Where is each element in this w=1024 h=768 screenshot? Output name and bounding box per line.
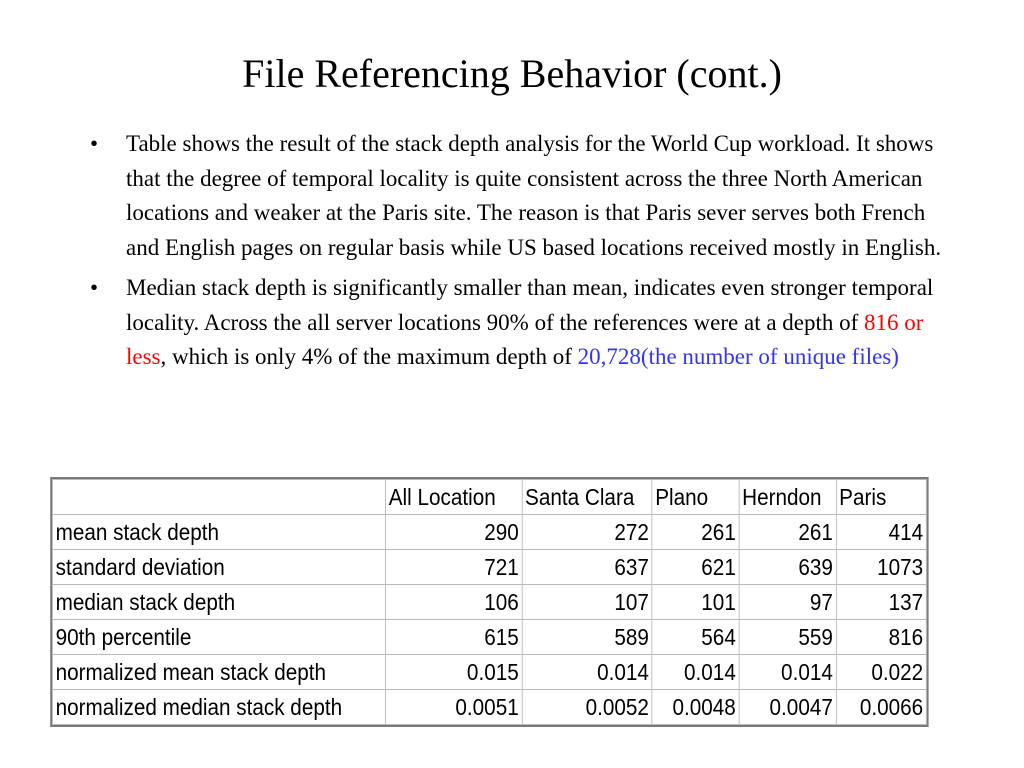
table-cell: 97	[739, 585, 836, 620]
stack-depth-table	[52, 479, 927, 725]
table-cell: 639	[739, 550, 836, 585]
table-cell: 272	[522, 515, 652, 550]
table-row	[52, 550, 926, 585]
bullet-marker: •	[89, 131, 99, 156]
table-cell: 0.014	[739, 655, 836, 690]
table-header-row	[52, 480, 926, 515]
row-label: median stack depth	[52, 585, 385, 620]
table-cell: 261	[652, 515, 739, 550]
row-label: 90th percentile	[52, 620, 385, 655]
table-cell: 621	[652, 550, 739, 585]
table-row	[52, 515, 926, 550]
table-cell: 637	[522, 550, 652, 585]
table-cell: 0.0051	[386, 690, 522, 725]
table-cell: 0.0047	[739, 690, 836, 725]
table-row	[52, 585, 926, 620]
bullet-item-2	[84, 271, 944, 375]
table-cell: 0.015	[386, 655, 522, 690]
slide-title: File Referencing Behavior (cont.)	[242, 51, 782, 96]
row-label: standard deviation	[52, 550, 385, 585]
table-cell: 721	[386, 550, 522, 585]
table-cell: 137	[836, 585, 926, 620]
table-cell: 1073	[836, 550, 926, 585]
row-label: mean stack depth	[52, 515, 385, 550]
highlight-blue-text: 20,728(the number of unique files)	[577, 344, 899, 369]
table-header-cell: Santa Clara	[522, 480, 652, 515]
table-row	[52, 655, 926, 690]
table-cell: 290	[386, 515, 522, 550]
table-cell: 414	[836, 515, 926, 550]
table-header-cell	[52, 480, 385, 515]
bullet-text-before: Median stack depth is significantly smaller than mean, indicates even stronger temporal locality. Across the all server locations 90% of the references were at a depth of	[126, 275, 934, 335]
table-header-cell: Plano	[652, 480, 739, 515]
table-cell: 0.0048	[652, 690, 739, 725]
table-cell: 589	[522, 620, 652, 655]
bullet-list	[84, 127, 944, 381]
table-row	[52, 620, 926, 655]
bullet-text: Table shows the result of the stack depth analysis for the World Cup workload. It shows that the degree of temporal locality is quite consistent across the three North American locations and weaker at the Paris site. The reason is that Paris sever serves both French and English pages on regular basis while US based locations received mostly in English.	[126, 131, 942, 260]
table-cell: 106	[386, 585, 522, 620]
table-cell: 0.014	[522, 655, 652, 690]
table-cell: 261	[739, 515, 836, 550]
table-row	[52, 690, 926, 725]
table-cell: 107	[522, 585, 652, 620]
table-cell: 0.0066	[836, 690, 926, 725]
table-header-cell: All Location	[386, 480, 522, 515]
table-header-cell: Paris	[836, 480, 926, 515]
table-cell: 559	[739, 620, 836, 655]
bullet-text-middle: , which is only 4% of the maximum depth of	[160, 344, 578, 369]
bullet-marker: •	[89, 275, 99, 300]
highlight-red-text: 816 or less	[126, 309, 924, 369]
table-cell: 101	[652, 585, 739, 620]
table-cell: 0.0052	[522, 690, 652, 725]
table-cell: 564	[652, 620, 739, 655]
row-label: normalized mean stack depth	[52, 655, 385, 690]
table-header-cell: Herndon	[739, 480, 836, 515]
bullet-item-1	[84, 127, 944, 265]
table-cell: 0.022	[836, 655, 926, 690]
table-cell: 0.014	[652, 655, 739, 690]
row-label: normalized median stack depth	[52, 690, 385, 725]
table-cell: 816	[836, 620, 926, 655]
table-cell: 615	[386, 620, 522, 655]
